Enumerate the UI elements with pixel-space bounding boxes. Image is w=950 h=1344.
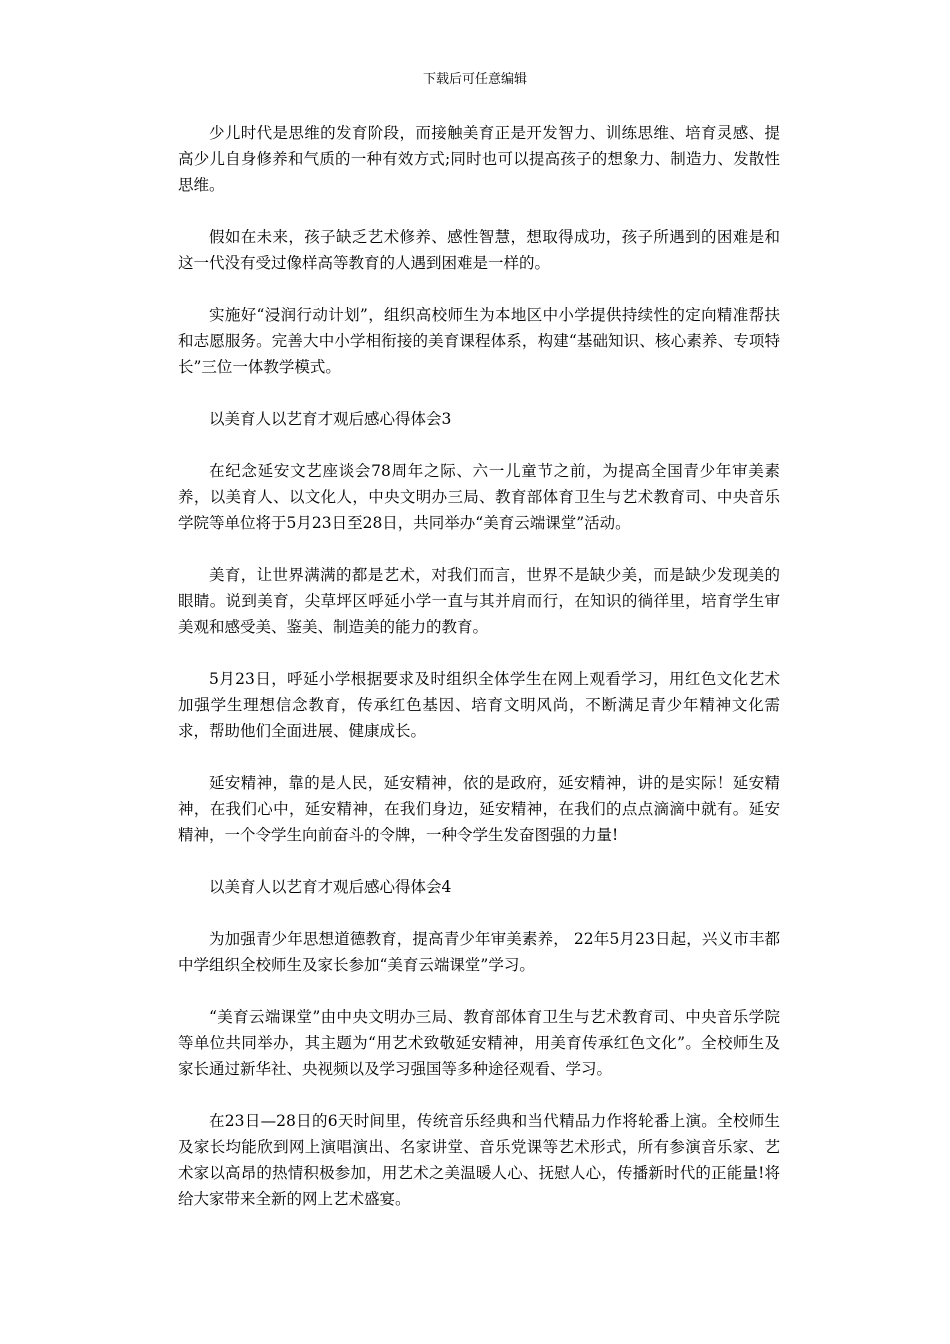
- paragraph-4: 在纪念延安文艺座谈会78周年之际、六一儿童节之前，为提高全国青少年审美素养，以美育人、以文化人，中央文明办三局、教育部体育卫生与艺术教育司、中央音乐学院等单位将于5月23日至28日，共同举办“美育云端课堂”活动。: [178, 462, 780, 532]
- paragraph-6: 5月23日，呼延小学根据要求及时组织全体学生在网上观看学习，用红色文化艺术加强学生理想信念教育，传承红色基因、培育文明风尚，不断满足青少年精神文化需求，帮助他们全面进展、健康成长。: [178, 670, 780, 740]
- section-heading-4: 以美育人以艺育才观后感心得体会4: [209, 878, 452, 896]
- paragraph-9: “美育云端课堂”由中央文明办三局、教育部体育卫生与艺术教育司、中央音乐学院等单位共同举办，其主题为“用艺术致敬延安精神，用美育传承红色文化”。全校师生及家长通过新华社、央视频以及学习强国等多种途径观看、学习。: [178, 1008, 780, 1078]
- paragraph-3: 实施好“浸润行动计划”，组织高校师生为本地区中小学提供持续性的定向精准帮扶和志愿服务。完善大中小学相衔接的美育课程体系，构建“基础知识、核心素养、专项特长”三位一体教学模式。: [178, 306, 780, 376]
- page-header: 下载后可任意编辑: [422, 72, 527, 87]
- paragraph-7: 延安精神，靠的是人民，延安精神，依的是政府，延安精神，讲的是实际！延安精神，在我们心中，延安精神，在我们身边，延安精神，在我们的点点滴滴中就有。延安精神，一个令学生向前奋斗的令牌，一种令学生发奋图强的力量!: [178, 774, 780, 844]
- paragraph-5: 美育，让世界满满的都是艺术，对我们而言，世界不是缺少美，而是缺少发现美的眼睛。说到美育，尖草坪区呼延小学一直与其并肩而行，在知识的徜徉里，培育学生审美观和感受美、鉴美、制造美的能力的教育。: [178, 566, 780, 636]
- section-heading-3: 以美育人以艺育才观后感心得体会3: [209, 410, 452, 428]
- paragraph-8: 为加强青少年思想道德教育，提高青少年审美素养， 22年5月23日起，兴义市丰都中学组织全校师生及家长参加“美育云端课堂”学习。: [178, 930, 780, 974]
- paragraph-10: 在23日—28日的6天时间里，传统音乐经典和当代精品力作将轮番上演。全校师生及家长均能欣到网上演唱演出、名家讲堂、音乐党课等艺术形式，所有参演音乐家、艺术家以高昂的热情积极参加，用艺术之美温暖人心、抚慰人心，传播新时代的正能量!将给大家带来全新的网上艺术盛宴。: [178, 1112, 780, 1208]
- document-body: [178, 120, 780, 1238]
- paragraph-1: 少儿时代是思维的发育阶段，而接触美育正是开发智力、训练思维、培育灵感、提高少儿自身修养和气质的一种有效方式;同时也可以提高孩子的想象力、制造力、发散性思维。: [178, 124, 780, 194]
- paragraph-2: 假如在未来，孩子缺乏艺术修养、感性智慧，想取得成功，孩子所遇到的困难是和这一代没有受过像样高等教育的人遇到困难是一样的。: [178, 228, 780, 272]
